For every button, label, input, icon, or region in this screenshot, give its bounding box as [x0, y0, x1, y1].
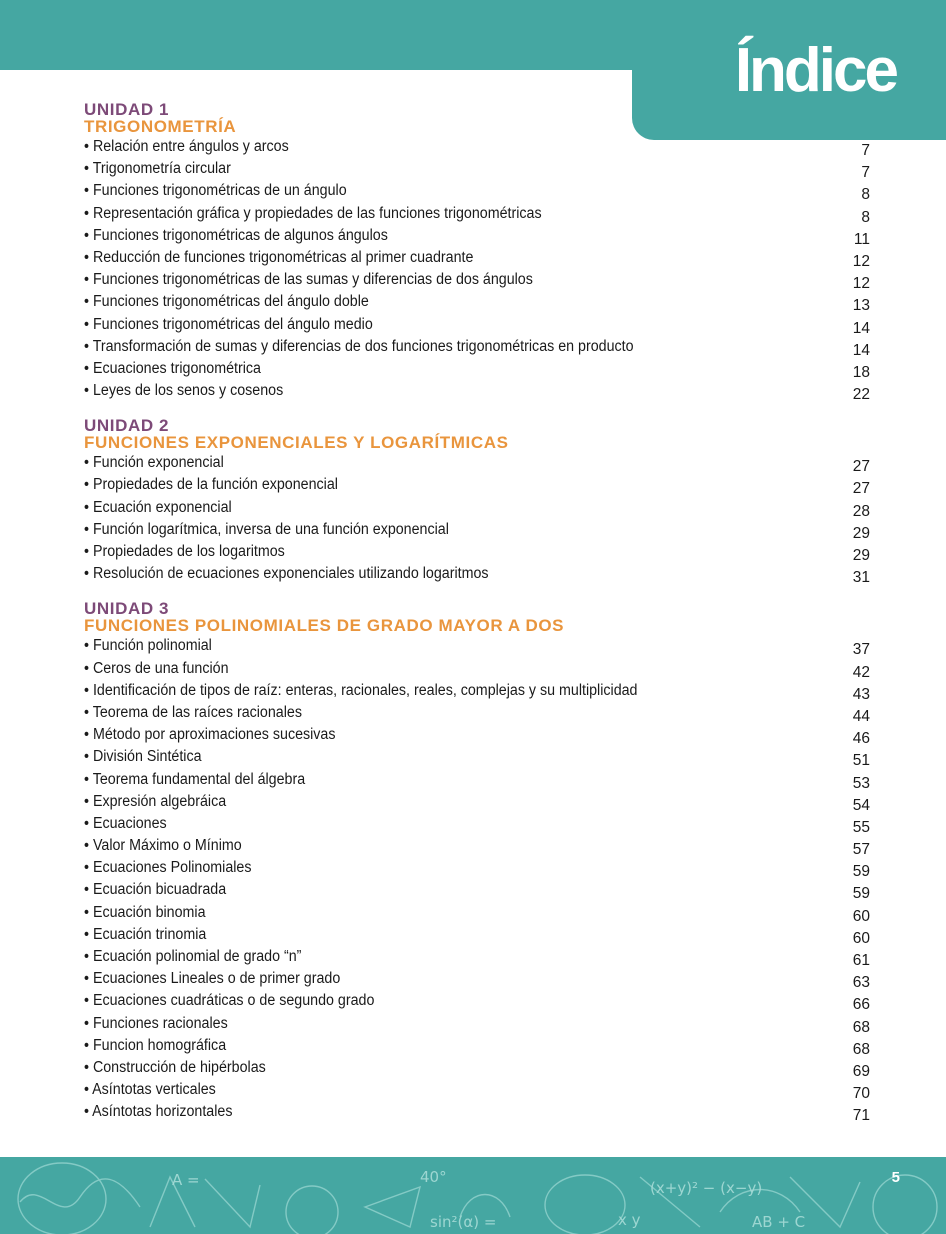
toc-entry-page: 69	[852, 1062, 870, 1080]
toc-entry	[84, 182, 870, 204]
toc-entry-page: 27	[852, 480, 870, 498]
toc-entry-page: 54	[852, 796, 870, 814]
math-doodles-pattern	[0, 1157, 946, 1234]
svg-text:x y: x y	[618, 1211, 641, 1229]
svg-text:AB + C: AB + C	[752, 1213, 806, 1231]
unit-item-list	[84, 138, 870, 404]
toc-entry-page: 71	[852, 1107, 870, 1125]
toc-entry-title: • Ecuaciones trigonométrica	[84, 359, 261, 377]
toc-entry-title: • Trigonometría circular	[84, 160, 231, 178]
toc-entry-page: 8	[861, 208, 870, 226]
toc-entry-page: 31	[852, 569, 870, 587]
toc-entry-page: 22	[852, 386, 870, 404]
toc-entry-title: • Funciones trigonométricas de algunos ángulos	[84, 226, 388, 244]
toc-entry	[84, 904, 870, 926]
toc-entry-title: • Ecuaciones cuadráticas o de segundo grado	[84, 992, 375, 1010]
toc-entry-page: 57	[852, 841, 870, 859]
toc-entry-title: • Expresión algebráica	[84, 792, 227, 810]
unit-label: UNIDAD 2	[84, 416, 170, 436]
toc-entry-title: • Funciones racionales	[84, 1014, 228, 1032]
toc-entry-page: 70	[852, 1085, 870, 1103]
toc-entry	[84, 859, 870, 881]
toc-entry-page: 29	[852, 524, 870, 542]
toc-entry	[84, 771, 870, 793]
toc-entry-title: • Representación gráfica y propiedades de las funciones trigonométricas	[84, 204, 542, 222]
svg-text:40°: 40°	[420, 1168, 447, 1186]
toc-entry-title: • Funciones trigonométricas del ángulo doble	[84, 293, 369, 311]
toc-entry	[84, 837, 870, 859]
toc-entry-page: 7	[861, 164, 870, 182]
toc-entry	[84, 454, 870, 476]
toc-entry	[84, 637, 870, 659]
toc-entry-title: • Construcción de hipérbolas	[84, 1058, 266, 1076]
toc-entry-title: • Función polinomial	[84, 637, 212, 655]
toc-entry-title: • Asíntotas verticales	[84, 1081, 216, 1099]
toc-entry	[84, 948, 870, 970]
toc-entry-title: • Ecuaciones	[84, 814, 167, 832]
toc-entry-page: 46	[852, 730, 870, 748]
toc-entry-page: 14	[852, 319, 870, 337]
toc-entry-title: • Ecuación bicuadrada	[84, 881, 227, 899]
toc-entry	[84, 926, 870, 948]
toc-entry	[84, 815, 870, 837]
toc-entry-page: 59	[852, 885, 870, 903]
toc-entry	[84, 316, 870, 338]
toc-entry-title: • Ecuaciones Polinomiales	[84, 859, 252, 877]
toc-entry-title: • Método por aproximaciones sucesivas	[84, 726, 336, 744]
toc-entry-page: 27	[852, 458, 870, 476]
toc-entry-page: 68	[852, 1040, 870, 1058]
toc-entry-page: 37	[852, 641, 870, 659]
unit-name: FUNCIONES POLINOMIALES DE GRADO MAYOR A DOS	[84, 616, 565, 636]
toc-entry-page: 13	[852, 297, 870, 315]
unit-item-list	[84, 637, 870, 1125]
toc-entry-page: 42	[852, 663, 870, 681]
unit-name: TRIGONOMETRÍA	[84, 117, 237, 136]
toc-entry-page: 63	[852, 974, 870, 992]
toc-entry	[84, 543, 870, 565]
toc-entry	[84, 1103, 870, 1125]
toc-entry-title: • Funciones trigonométricas de un ángulo	[84, 182, 347, 200]
toc-entry	[84, 660, 870, 682]
toc-entry	[84, 726, 870, 748]
page-title: Índice	[734, 36, 896, 105]
toc-entry-page: 8	[861, 186, 870, 204]
toc-entry	[84, 992, 870, 1014]
toc-entry-title: • Ecuaciones Lineales o de primer grado	[84, 970, 341, 988]
toc-entry-title: • Ecuación binomia	[84, 903, 206, 921]
toc-entry	[84, 382, 870, 404]
toc-entry-title: • Asíntotas horizontales	[84, 1103, 233, 1121]
unit-item-list	[84, 454, 870, 587]
toc-entry	[84, 1059, 870, 1081]
toc-entry-title: • Transformación de sumas y diferencias de dos funciones trigonométricas en producto	[84, 337, 634, 355]
toc-entry-title: • Propiedades de la función exponencial	[84, 476, 338, 494]
toc-entry-title: • Función logarítmica, inversa de una función exponencial	[84, 520, 449, 538]
toc-entry-page: 28	[852, 502, 870, 520]
toc-entry	[84, 521, 870, 543]
toc-entry	[84, 205, 870, 227]
toc-entry	[84, 565, 870, 587]
toc-entry-title: • Leyes de los senos y cosenos	[84, 382, 284, 400]
unit-section	[84, 417, 870, 587]
toc-entry-page: 68	[852, 1018, 870, 1036]
toc-entry-page: 11	[853, 230, 870, 248]
page-number: 5	[891, 1169, 900, 1186]
toc-entry-page: 18	[852, 363, 870, 381]
toc-entry-title: • Funcion homográfica	[84, 1036, 227, 1054]
toc-entry	[84, 748, 870, 770]
toc-entry-title: • Teorema fundamental del álgebra	[84, 770, 306, 788]
toc-entry	[84, 138, 870, 160]
toc-entry-page: 60	[852, 907, 870, 925]
toc-entry-page: 29	[852, 547, 870, 564]
toc-entry-title: • Teorema de las raíces racionales	[84, 703, 302, 721]
svg-text:(x+y)² − (x−y): (x+y)² − (x−y)	[650, 1179, 763, 1197]
toc-entry	[84, 1015, 870, 1037]
svg-text:A =: A =	[172, 1171, 200, 1189]
toc-entry-title: • Funciones trigonométricas de las sumas y diferencias de dos ángulos	[84, 271, 533, 289]
toc-entry-page: 66	[852, 996, 870, 1014]
toc-entry-title: • Ecuación trinomia	[84, 925, 207, 943]
unit-label: UNIDAD 1	[84, 100, 170, 119]
unit-name: FUNCIONES EXPONENCIALES Y LOGARÍTMICAS	[84, 433, 509, 453]
footer-band	[0, 1157, 946, 1234]
toc-entry-title: • Función exponencial	[84, 454, 224, 472]
toc-entry-page: 59	[852, 863, 870, 881]
toc-entry	[84, 227, 870, 249]
toc-entry-page: 12	[852, 252, 870, 270]
unit-label: UNIDAD 3	[84, 599, 170, 619]
toc-entry-title: • Identificación de tipos de raíz: enteras, racionales, reales, complejas y su multiplicidad	[84, 681, 638, 699]
toc-entry-page: 14	[852, 341, 870, 359]
toc-entry	[84, 160, 870, 182]
toc-entry-title: • Ceros de una función	[84, 659, 229, 677]
toc-entry	[84, 1037, 870, 1059]
toc-entry-page: 44	[852, 707, 870, 725]
toc-entry	[84, 338, 870, 360]
toc-entry-page: 51	[852, 752, 870, 770]
toc-entry-title: • Resolución de ecuaciones exponenciales utilizando logaritmos	[84, 565, 489, 583]
toc-entry-page: 61	[852, 952, 870, 969]
unit-section	[84, 600, 870, 1125]
toc-entry	[84, 476, 870, 498]
toc-entry	[84, 881, 870, 903]
toc-entry-page: 53	[852, 774, 870, 792]
toc-entry	[84, 360, 870, 382]
toc-entry-page: 12	[852, 275, 870, 293]
unit-section	[84, 101, 870, 404]
toc-entry-title: • Propiedades de los logaritmos	[84, 543, 285, 560]
toc-entry	[84, 499, 870, 521]
toc-entry-title: • Funciones trigonométricas del ángulo medio	[84, 315, 373, 333]
toc-entry	[84, 1081, 870, 1103]
toc-entry	[84, 271, 870, 293]
table-of-contents	[84, 101, 870, 1139]
toc-entry-title: • Ecuación polinomial de grado “n”	[84, 948, 302, 965]
toc-entry	[84, 793, 870, 815]
toc-entry-title: • Relación entre ángulos y arcos	[84, 138, 289, 155]
toc-entry	[84, 704, 870, 726]
toc-entry-title: • Ecuación exponencial	[84, 498, 232, 516]
toc-entry-title: • División Sintética	[84, 748, 202, 766]
toc-entry-page: 60	[852, 929, 870, 947]
toc-entry-page: 43	[852, 685, 870, 703]
svg-text:sin²(α) =: sin²(α) =	[430, 1213, 497, 1231]
toc-entry-page: 55	[852, 818, 870, 836]
toc-entry	[84, 682, 870, 704]
toc-entry-page: 7	[861, 142, 870, 159]
toc-entry	[84, 293, 870, 315]
toc-entry	[84, 249, 870, 271]
toc-entry-title: • Valor Máximo o Mínimo	[84, 837, 242, 855]
toc-entry	[84, 970, 870, 992]
toc-entry-title: • Reducción de funciones trigonométricas al primer cuadrante	[84, 248, 474, 266]
